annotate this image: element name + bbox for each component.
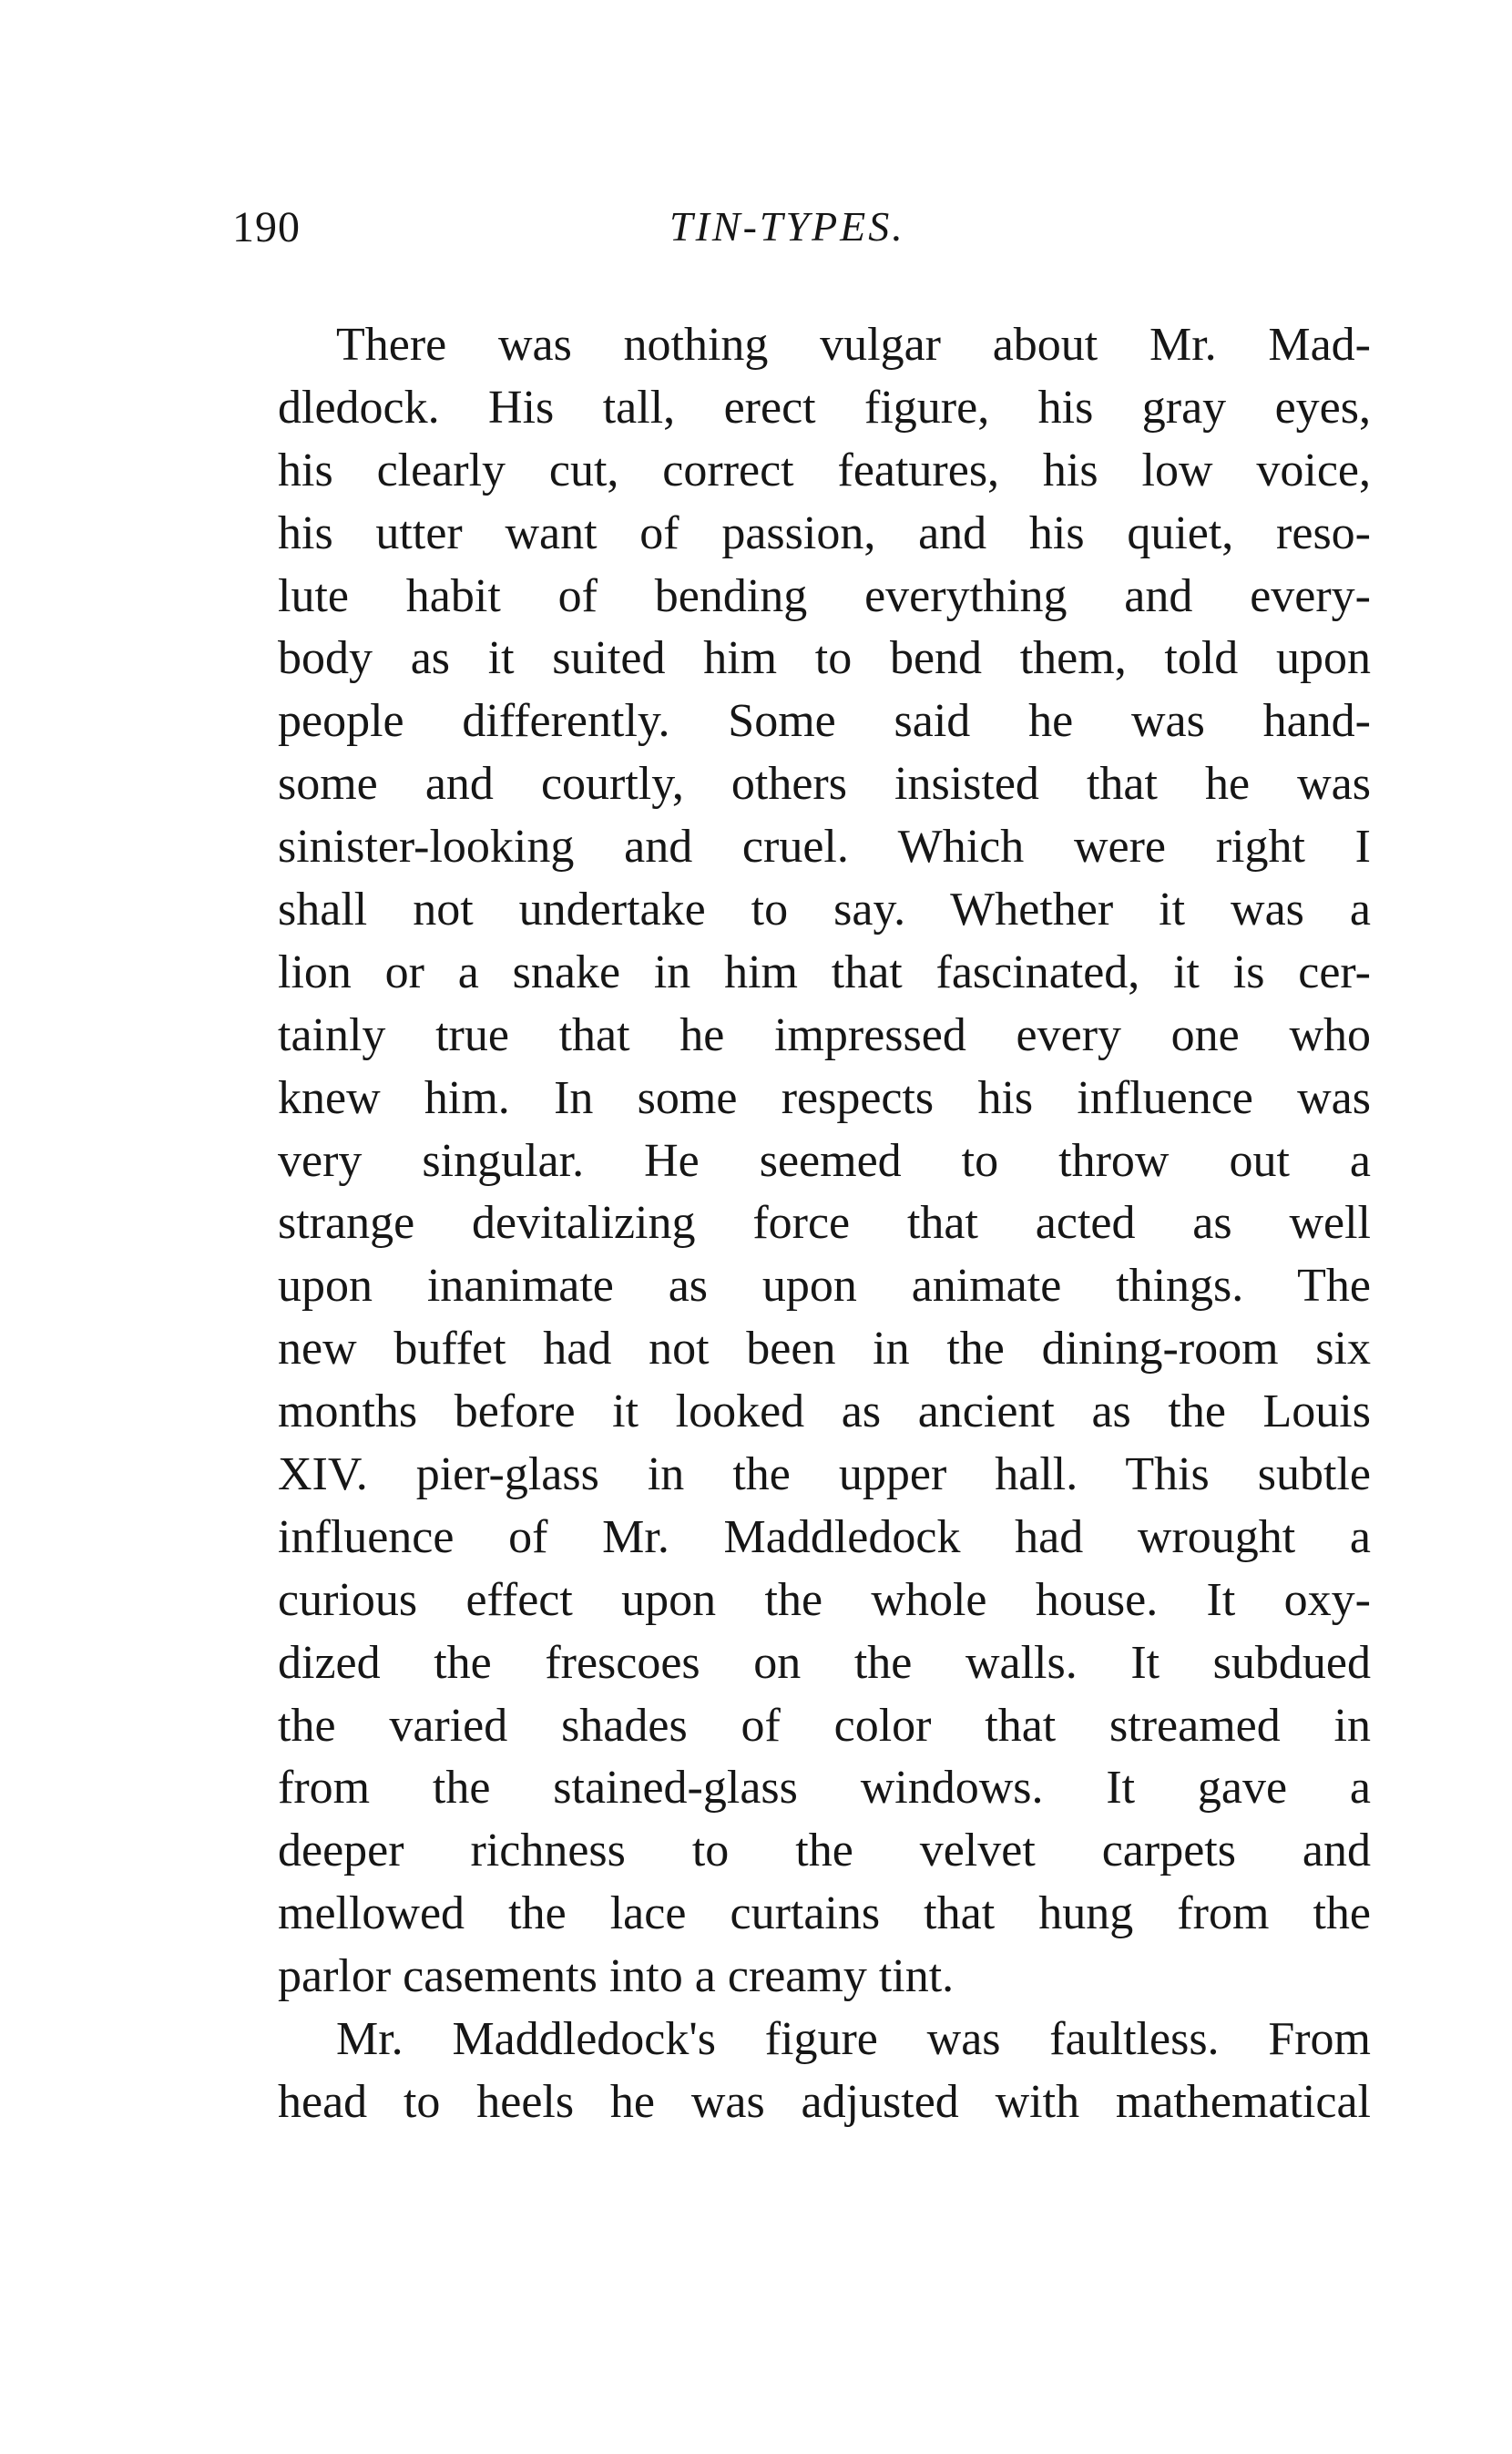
text-line: some and courtly, others insisted that he was xyxy=(278,758,1371,811)
text-line: dledock. His tall, erect figure, his gray eyes, xyxy=(278,381,1371,434)
text-line: Mr. Maddledock's figure was faultless. From xyxy=(336,2013,1371,2066)
text-line: from the stained-glass windows. It gave a xyxy=(278,1762,1371,1815)
body-text xyxy=(278,314,1371,2134)
page-header xyxy=(232,202,1375,266)
text-line: knew him. In some respects his influence was xyxy=(278,1071,1371,1124)
text-line: deeper richness to the velvet carpets and xyxy=(278,1825,1371,1877)
text-line: parlor casements into a creamy tint. xyxy=(278,1950,955,2003)
text-line: dized the frescoes on the walls. It subdued xyxy=(278,1636,1371,1689)
text-line: sinister-looking and cruel. Which were right I xyxy=(278,821,1371,874)
text-line: upon inanimate as upon animate things. The xyxy=(278,1260,1371,1313)
running-title: TIN-TYPES. xyxy=(669,203,905,250)
text-line: head to heels he was adjusted with mathematical xyxy=(278,2075,1371,2128)
text-line: influence of Mr. Maddledock had wrought a xyxy=(278,1510,1371,1563)
text-line: shall not undertake to say. Whether it was a xyxy=(278,884,1371,936)
text-line: new buffet had not been in the dining-room six xyxy=(278,1323,1371,1375)
text-line: the varied shades of color that streamed in xyxy=(278,1699,1371,1752)
text-line: lion or a snake in him that fascinated, it is cer- xyxy=(278,946,1371,998)
text-line: months before it looked as ancient as the Louis xyxy=(278,1385,1371,1438)
page-number: 190 xyxy=(232,203,301,251)
text-line: lute habit of bending everything and every- xyxy=(278,569,1371,622)
text-line: strange devitalizing force that acted as well xyxy=(278,1197,1371,1250)
text-line: XIV. pier-glass in the upper hall. This subtle xyxy=(278,1448,1371,1501)
text-line: curious effect upon the whole house. It oxy- xyxy=(278,1573,1371,1626)
text-line: mellowed the lace curtains that hung from the xyxy=(278,1887,1371,1940)
text-line: tainly true that he impressed every one who xyxy=(278,1008,1371,1061)
text-line: people differently. Some said he was hand- xyxy=(278,695,1371,748)
text-line: his clearly cut, correct features, his low voice, xyxy=(278,444,1371,496)
text-line: body as it suited him to bend them, told upon xyxy=(278,632,1371,685)
text-line: very singular. He seemed to throw out a xyxy=(278,1134,1371,1187)
text-line: There was nothing vulgar about Mr. Mad- xyxy=(336,319,1371,371)
text-line: his utter want of passion, and his quiet, reso- xyxy=(278,506,1371,559)
